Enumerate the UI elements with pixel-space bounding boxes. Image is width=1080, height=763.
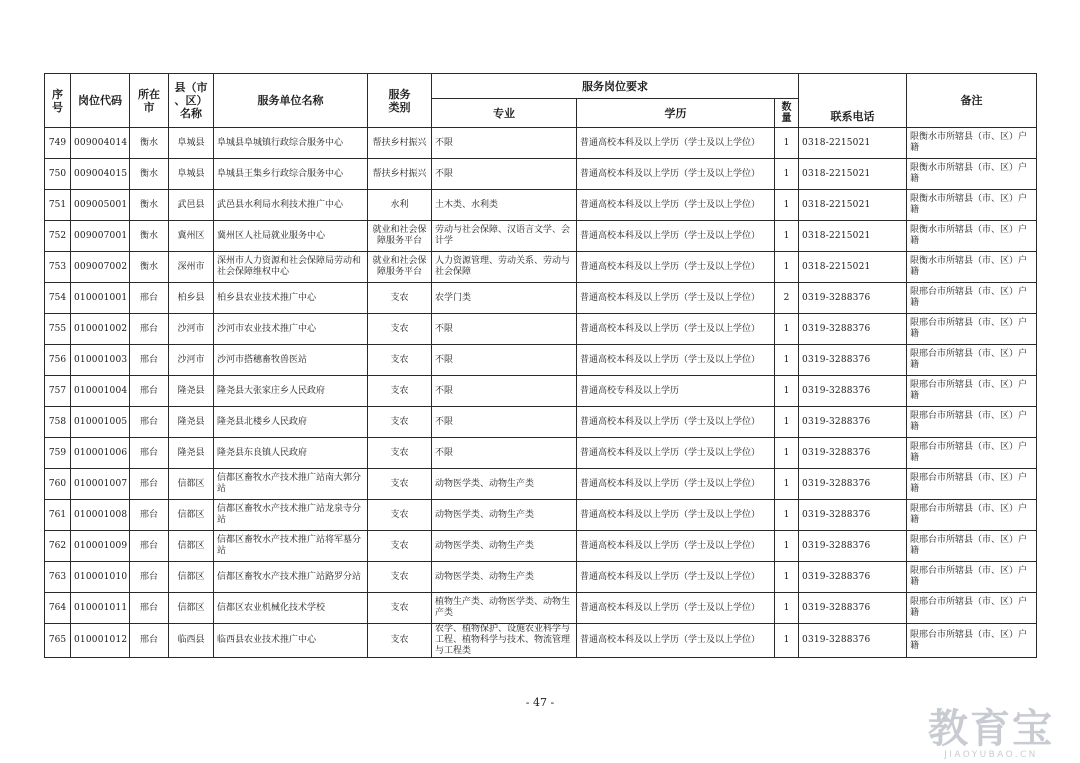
cell-unit: 冀州区人社局就业服务中心	[214, 221, 368, 252]
cell-note: 限邢台市所辖县（市、区）户籍	[907, 438, 1037, 469]
cell-code: 010001001	[71, 283, 130, 314]
table-row	[45, 314, 1037, 345]
cell-county: 沙河市	[169, 345, 214, 376]
cell-count: 1	[775, 128, 799, 159]
cell-county: 隆尧县	[169, 407, 214, 438]
cell-major: 不限	[432, 407, 577, 438]
table-row	[45, 531, 1037, 562]
cell-phone: 0319-3288376	[799, 469, 907, 500]
cell-county: 武邑县	[169, 190, 214, 221]
cell-category: 支农	[368, 283, 432, 314]
cell-count: 1	[775, 438, 799, 469]
watermark-logo	[928, 708, 1054, 761]
cell-phone: 0319-3288376	[799, 407, 907, 438]
cell-note: 限衡水市所辖县（市、区）户籍	[907, 190, 1037, 221]
table-row	[45, 624, 1037, 658]
cell-education: 普通高校本科及以上学历（学士及以上学位）	[577, 345, 775, 376]
table-row	[45, 376, 1037, 407]
cell-note: 限邢台市所辖县（市、区）户籍	[907, 469, 1037, 500]
cell-count: 1	[775, 593, 799, 624]
cell-count: 1	[775, 190, 799, 221]
cell-category: 帮扶乡村振兴	[368, 159, 432, 190]
cell-seq: 754	[45, 283, 71, 314]
cell-education: 普通高校本科及以上学历（学士及以上学位）	[577, 314, 775, 345]
cell-unit: 信都区农业机械化技术学校	[214, 593, 368, 624]
table-row	[45, 252, 1037, 283]
cell-count: 1	[775, 252, 799, 283]
cell-category: 支农	[368, 407, 432, 438]
cell-category: 支农	[368, 593, 432, 624]
cell-education: 普通高校本科及以上学历（学士及以上学位）	[577, 252, 775, 283]
cell-county: 临西县	[169, 624, 214, 658]
cell-education: 普通高校本科及以上学历（学士及以上学位）	[577, 531, 775, 562]
table-row	[45, 500, 1037, 531]
cell-seq: 758	[45, 407, 71, 438]
cell-category: 水利	[368, 190, 432, 221]
cell-seq: 752	[45, 221, 71, 252]
cell-unit: 武邑县水利局水利技术推广中心	[214, 190, 368, 221]
cell-seq: 751	[45, 190, 71, 221]
cell-seq: 765	[45, 624, 71, 658]
table-row	[45, 562, 1037, 593]
cell-category: 就业和社会保障服务平台	[368, 252, 432, 283]
table-row	[45, 438, 1037, 469]
cell-unit: 信都区畜牧水产技术推广站南大郭分站	[214, 469, 368, 500]
cell-code: 010001012	[71, 624, 130, 658]
cell-note: 限邢台市所辖县（市、区）户籍	[907, 500, 1037, 531]
cell-code: 010001011	[71, 593, 130, 624]
cell-county: 冀州区	[169, 221, 214, 252]
cell-phone: 0318-2215021	[799, 159, 907, 190]
cell-unit: 沙河市农业技术推广中心	[214, 314, 368, 345]
cell-count: 1	[775, 562, 799, 593]
cell-phone: 0318-2215021	[799, 221, 907, 252]
cell-city: 衡水	[130, 252, 169, 283]
cell-phone: 0319-3288376	[799, 376, 907, 407]
header-seq: 序 号	[45, 74, 71, 128]
cell-seq: 759	[45, 438, 71, 469]
cell-count: 1	[775, 345, 799, 376]
cell-city: 邢台	[130, 345, 169, 376]
job-table-container	[44, 73, 1036, 658]
cell-major: 农学、植物保护、设施农业科学与工程、植物科学与技术、物流管理与工程类	[432, 624, 577, 658]
cell-unit: 信都区畜牧水产技术推广站路罗分站	[214, 562, 368, 593]
cell-phone: 0318-2215021	[799, 252, 907, 283]
cell-seq: 756	[45, 345, 71, 376]
cell-category: 就业和社会保障服务平台	[368, 221, 432, 252]
cell-phone: 0318-2215021	[799, 128, 907, 159]
cell-count: 1	[775, 407, 799, 438]
cell-city: 衡水	[130, 190, 169, 221]
cell-phone: 0319-3288376	[799, 593, 907, 624]
cell-code: 010001010	[71, 562, 130, 593]
cell-code: 010001006	[71, 438, 130, 469]
cell-code: 009004014	[71, 128, 130, 159]
cell-code: 009007002	[71, 252, 130, 283]
cell-note: 限邢台市所辖县（市、区）户籍	[907, 562, 1037, 593]
header-phone: 联系电话	[799, 74, 907, 128]
cell-phone: 0319-3288376	[799, 500, 907, 531]
cell-code: 009005001	[71, 190, 130, 221]
cell-county: 沙河市	[169, 314, 214, 345]
cell-city: 邢台	[130, 438, 169, 469]
cell-county: 阜城县	[169, 128, 214, 159]
cell-city: 邢台	[130, 469, 169, 500]
cell-category: 支农	[368, 438, 432, 469]
cell-seq: 753	[45, 252, 71, 283]
cell-code: 010001005	[71, 407, 130, 438]
cell-major: 农学门类	[432, 283, 577, 314]
header-education: 学历	[577, 99, 775, 128]
header-major: 专业	[432, 99, 577, 128]
cell-count: 1	[775, 469, 799, 500]
table-row	[45, 345, 1037, 376]
cell-note: 限邢台市所辖县（市、区）户籍	[907, 345, 1037, 376]
header-row-1	[45, 74, 1037, 99]
cell-phone: 0319-3288376	[799, 345, 907, 376]
cell-education: 普通高校本科及以上学历（学士及以上学位）	[577, 190, 775, 221]
cell-seq: 750	[45, 159, 71, 190]
cell-county: 柏乡县	[169, 283, 214, 314]
cell-unit: 阜城县王集乡行政综合服务中心	[214, 159, 368, 190]
cell-education: 普通高校本科及以上学历（学士及以上学位）	[577, 128, 775, 159]
table-row	[45, 221, 1037, 252]
cell-county: 深州市	[169, 252, 214, 283]
cell-phone: 0318-2215021	[799, 190, 907, 221]
cell-count: 1	[775, 376, 799, 407]
cell-seq: 762	[45, 531, 71, 562]
cell-education: 普通高校本科及以上学历（学士及以上学位）	[577, 562, 775, 593]
header-category: 服务 类别	[368, 74, 432, 128]
cell-unit: 深州市人力资源和社会保障局劳动和社会保障维权中心	[214, 252, 368, 283]
cell-city: 邢台	[130, 624, 169, 658]
page-number: - 47 -	[525, 696, 555, 709]
cell-seq: 763	[45, 562, 71, 593]
header-county: 县（市 、区） 名称	[169, 74, 214, 128]
cell-unit: 信都区畜牧水产技术推广站将军墓分站	[214, 531, 368, 562]
cell-code: 010001008	[71, 500, 130, 531]
cell-city: 邢台	[130, 376, 169, 407]
cell-education: 普通高校本科及以上学历（学士及以上学位）	[577, 593, 775, 624]
cell-city: 衡水	[130, 159, 169, 190]
cell-county: 信都区	[169, 469, 214, 500]
cell-major: 土木类、水利类	[432, 190, 577, 221]
table-body	[45, 128, 1037, 658]
cell-phone: 0319-3288376	[799, 314, 907, 345]
cell-seq: 755	[45, 314, 71, 345]
cell-major: 不限	[432, 376, 577, 407]
cell-note: 限衡水市所辖县（市、区）户籍	[907, 221, 1037, 252]
cell-county: 信都区	[169, 531, 214, 562]
cell-major: 不限	[432, 128, 577, 159]
cell-note: 限衡水市所辖县（市、区）户籍	[907, 252, 1037, 283]
cell-seq: 760	[45, 469, 71, 500]
cell-major: 人力资源管理、劳动关系、劳动与社会保障	[432, 252, 577, 283]
cell-major: 动物医学类、动物生产类	[432, 531, 577, 562]
cell-education: 普通高校本科及以上学历（学士及以上学位）	[577, 407, 775, 438]
cell-city: 邢台	[130, 407, 169, 438]
watermark-en: JIAOYUBAO.CN	[944, 750, 1038, 760]
cell-seq: 764	[45, 593, 71, 624]
cell-seq: 761	[45, 500, 71, 531]
cell-code: 009007001	[71, 221, 130, 252]
table-row	[45, 283, 1037, 314]
table-row	[45, 593, 1037, 624]
header-count: 数 量	[775, 99, 799, 128]
cell-phone: 0319-3288376	[799, 624, 907, 658]
cell-count: 1	[775, 314, 799, 345]
cell-note: 限邢台市所辖县（市、区）户籍	[907, 407, 1037, 438]
cell-count: 2	[775, 283, 799, 314]
cell-major: 不限	[432, 438, 577, 469]
cell-unit: 隆尧县大张家庄乡人民政府	[214, 376, 368, 407]
cell-seq: 749	[45, 128, 71, 159]
cell-county: 阜城县	[169, 159, 214, 190]
table-row	[45, 469, 1037, 500]
cell-major: 动物医学类、动物生产类	[432, 562, 577, 593]
cell-note: 限邢台市所辖县（市、区）户籍	[907, 283, 1037, 314]
cell-category: 支农	[368, 562, 432, 593]
cell-seq: 757	[45, 376, 71, 407]
header-city: 所在 市	[130, 74, 169, 128]
cell-major: 不限	[432, 159, 577, 190]
cell-code: 010001009	[71, 531, 130, 562]
job-positions-table	[44, 73, 1037, 658]
cell-code: 009004015	[71, 159, 130, 190]
cell-city: 衡水	[130, 128, 169, 159]
cell-education: 普通高校本科及以上学历（学士及以上学位）	[577, 283, 775, 314]
cell-category: 支农	[368, 469, 432, 500]
cell-count: 1	[775, 159, 799, 190]
cell-category: 帮扶乡村振兴	[368, 128, 432, 159]
cell-unit: 隆尧县北楼乡人民政府	[214, 407, 368, 438]
cell-education: 普通高校本科及以上学历（学士及以上学位）	[577, 500, 775, 531]
cell-unit: 隆尧县东良镇人民政府	[214, 438, 368, 469]
cell-major: 动物医学类、动物生产类	[432, 469, 577, 500]
cell-county: 信都区	[169, 562, 214, 593]
cell-phone: 0319-3288376	[799, 562, 907, 593]
cell-city: 邢台	[130, 593, 169, 624]
cell-category: 支农	[368, 531, 432, 562]
cell-education: 普通高校本科及以上学历（学士及以上学位）	[577, 469, 775, 500]
cell-count: 1	[775, 500, 799, 531]
cell-note: 限邢台市所辖县（市、区）户籍	[907, 376, 1037, 407]
cell-code: 010001002	[71, 314, 130, 345]
cell-note: 限衡水市所辖县（市、区）户籍	[907, 159, 1037, 190]
cell-major: 不限	[432, 314, 577, 345]
cell-city: 邢台	[130, 314, 169, 345]
cell-unit: 柏乡县农业技术推广中心	[214, 283, 368, 314]
cell-major: 动物医学类、动物生产类	[432, 500, 577, 531]
cell-education: 普通高校本科及以上学历（学士及以上学位）	[577, 624, 775, 658]
table-row	[45, 128, 1037, 159]
cell-education: 普通高校本科及以上学历（学士及以上学位）	[577, 438, 775, 469]
cell-code: 010001003	[71, 345, 130, 376]
cell-phone: 0319-3288376	[799, 438, 907, 469]
cell-note: 限邢台市所辖县（市、区）户籍	[907, 624, 1037, 658]
cell-code: 010001004	[71, 376, 130, 407]
cell-category: 支农	[368, 624, 432, 658]
cell-phone: 0319-3288376	[799, 283, 907, 314]
cell-count: 1	[775, 221, 799, 252]
cell-count: 1	[775, 624, 799, 658]
cell-category: 支农	[368, 345, 432, 376]
header-unit: 服务单位名称	[214, 74, 368, 128]
watermark-cn: 教育宝	[928, 706, 1054, 752]
cell-city: 邢台	[130, 283, 169, 314]
cell-code: 010001007	[71, 469, 130, 500]
cell-county: 信都区	[169, 593, 214, 624]
cell-city: 邢台	[130, 531, 169, 562]
cell-city: 衡水	[130, 221, 169, 252]
cell-category: 支农	[368, 500, 432, 531]
cell-major: 植物生产类、动物医学类、动物生产类	[432, 593, 577, 624]
cell-phone: 0319-3288376	[799, 531, 907, 562]
cell-city: 邢台	[130, 500, 169, 531]
cell-major: 不限	[432, 345, 577, 376]
cell-category: 支农	[368, 314, 432, 345]
table-row	[45, 190, 1037, 221]
cell-city: 邢台	[130, 562, 169, 593]
cell-unit: 临西县农业技术推广中心	[214, 624, 368, 658]
table-row	[45, 407, 1037, 438]
header-requirements: 服务岗位要求	[432, 74, 799, 99]
cell-education: 普通高校本科及以上学历（学士及以上学位）	[577, 221, 775, 252]
cell-county: 信都区	[169, 500, 214, 531]
cell-unit: 沙河市搭穗畜牧兽医站	[214, 345, 368, 376]
cell-count: 1	[775, 531, 799, 562]
cell-education: 普通高校专科及以上学历	[577, 376, 775, 407]
cell-unit: 信都区畜牧水产技术推广站龙泉寺分站	[214, 500, 368, 531]
cell-note: 限衡水市所辖县（市、区）户籍	[907, 128, 1037, 159]
cell-unit: 阜城县阜城镇行政综合服务中心	[214, 128, 368, 159]
cell-education: 普通高校本科及以上学历（学士及以上学位）	[577, 159, 775, 190]
cell-category: 支农	[368, 376, 432, 407]
cell-note: 限邢台市所辖县（市、区）户籍	[907, 593, 1037, 624]
cell-major: 劳动与社会保障、汉语言文学、会计学	[432, 221, 577, 252]
table-row	[45, 159, 1037, 190]
cell-note: 限邢台市所辖县（市、区）户籍	[907, 531, 1037, 562]
header-note: 备注	[907, 74, 1037, 128]
cell-county: 隆尧县	[169, 376, 214, 407]
header-code: 岗位代码	[71, 74, 130, 128]
cell-county: 隆尧县	[169, 438, 214, 469]
cell-note: 限邢台市所辖县（市、区）户籍	[907, 314, 1037, 345]
